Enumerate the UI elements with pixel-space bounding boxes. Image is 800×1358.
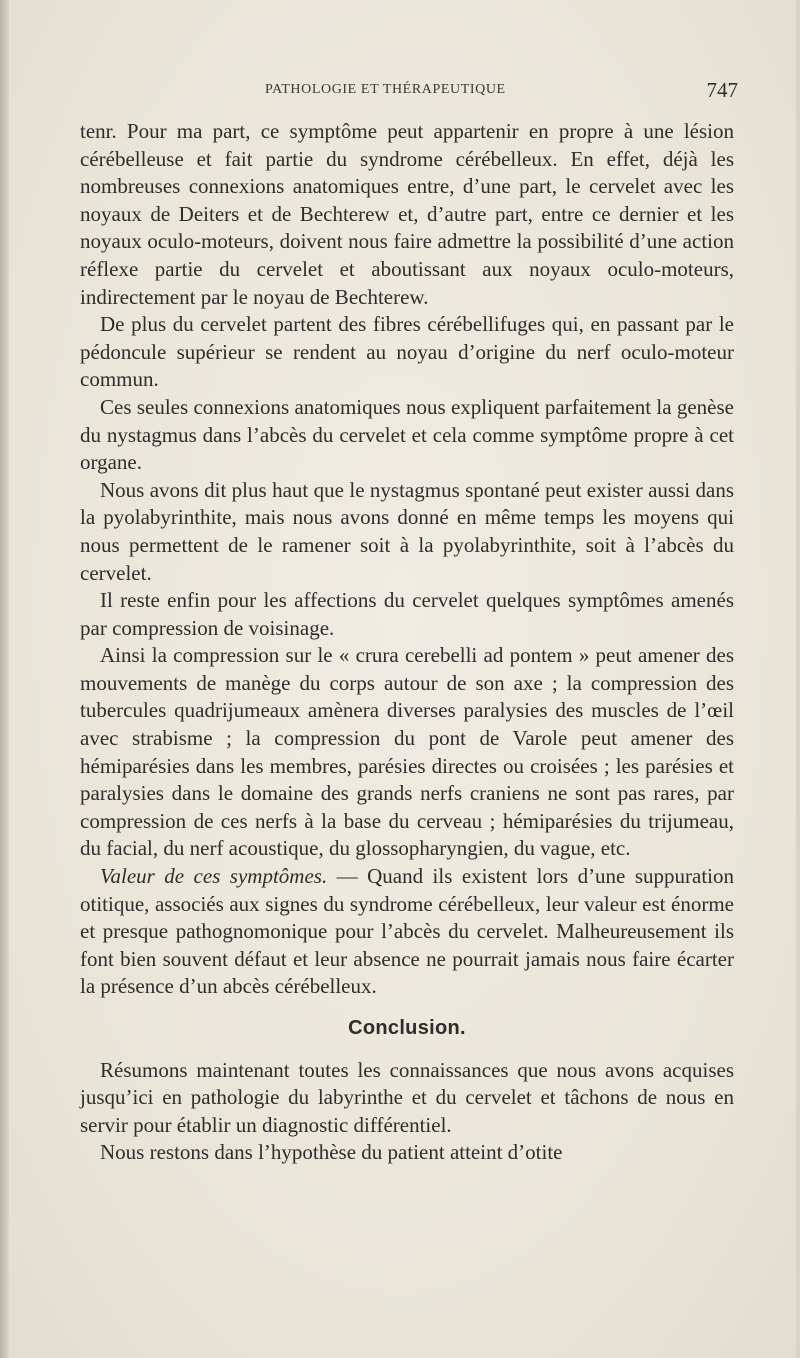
paragraph: Résumons maintenant toutes les connaissances que nous avons acquises jusqu’ici en pathologie du labyrinthe et du cervelet et tâchons de nous en servir pour établir un diagnostic différentiel. — [80, 1057, 734, 1137]
page-header — [80, 78, 738, 102]
page-right-edge — [796, 0, 800, 1358]
valeur-heading: Valeur de ces symptômes. — [100, 864, 328, 889]
paragraph: Nous restons dans l’hypothèse du patient atteint d’otite — [100, 1140, 563, 1165]
valeur-text: — Quand ils existent lors d’une suppuration otitique, associés aux signes du syndrome cérébelleux, leur valeur est énorme et presque pathognomonique pour l’abcès du cervelet. Malheureusement ils font bien souvent défaut et leur absence ne pourrait jamais nous faire écarter la présence d’un abcès cérébelleux. — [80, 864, 734, 999]
paragraph: De plus du cervelet partent des fibres cérébellifuges qui, en passant par le pédoncule supérieur se rendent au noyau d’origine du nerf oculo-moteur commun. — [80, 312, 734, 392]
paragraph: Il reste enfin pour les affections du cervelet quelques symptômes amenés par compression de voisinage. — [80, 588, 734, 640]
running-head: PATHOLOGIE ET THÉRAPEUTIQUE — [265, 82, 506, 97]
valeur-paragraph — [80, 863, 734, 1001]
paragraph: Ainsi la compression sur le « crura cerebelli ad pontem » peut amener des mouvements de manège du corps autour de son axe ; la compression des tubercules quadrijumeaux amènera diverses paralysies des muscles de l’œil avec strabisme ; la compression du pont de Varole peut amener des hémiparésies dans les membres, parésies directes ou croisées ; les parésies et paralysies dans le domaine des grands nerfs craniens ne sont pas rares, par compression de ces nerfs à la base du cerveau ; hémiparésies du trijumeau, du facial, du nerf acoustique, du glossopharyngien, du vague, etc. — [80, 643, 734, 861]
paragraph: Nous avons dit plus haut que le nystagmus spontané peut exister aussi dans la pyolabyrinthite, mais nous avons donné en même temps les moyens qui nous permettent de le ramener soit à la pyolabyrinthite, soit à l’abcès du cervelet. — [80, 477, 734, 585]
paragraph: Ces seules connexions anatomiques nous expliquent parfaitement la genèse du nystagmus dans l’abcès du cervelet et cela comme symptôme propre à cet organe. — [80, 394, 734, 475]
page-number: 747 — [706, 78, 738, 102]
section-title: Conclusion. — [348, 1017, 466, 1039]
body-text — [80, 118, 734, 1167]
paragraph: tenr. Pour ma part, ce symptôme peut appartenir en propre à une lésion cérébelleuse et fait partie du syndrome cérébelleux. En effet, déjà les nombreuses connexions anatomiques entre, d’une part, le cervelet avec les noyaux de Deiters et de Bechterew et, d’autre part, entre ce dernier et les noyaux oculo-moteurs, doivent nous faire admettre la possibilité d’une action réflexe partie du cervelet et aboutissant aux noyaux oculo-moteurs, indirectement par le noyau de Bechterew. — [80, 119, 734, 309]
page-binding-edge — [0, 0, 9, 1358]
